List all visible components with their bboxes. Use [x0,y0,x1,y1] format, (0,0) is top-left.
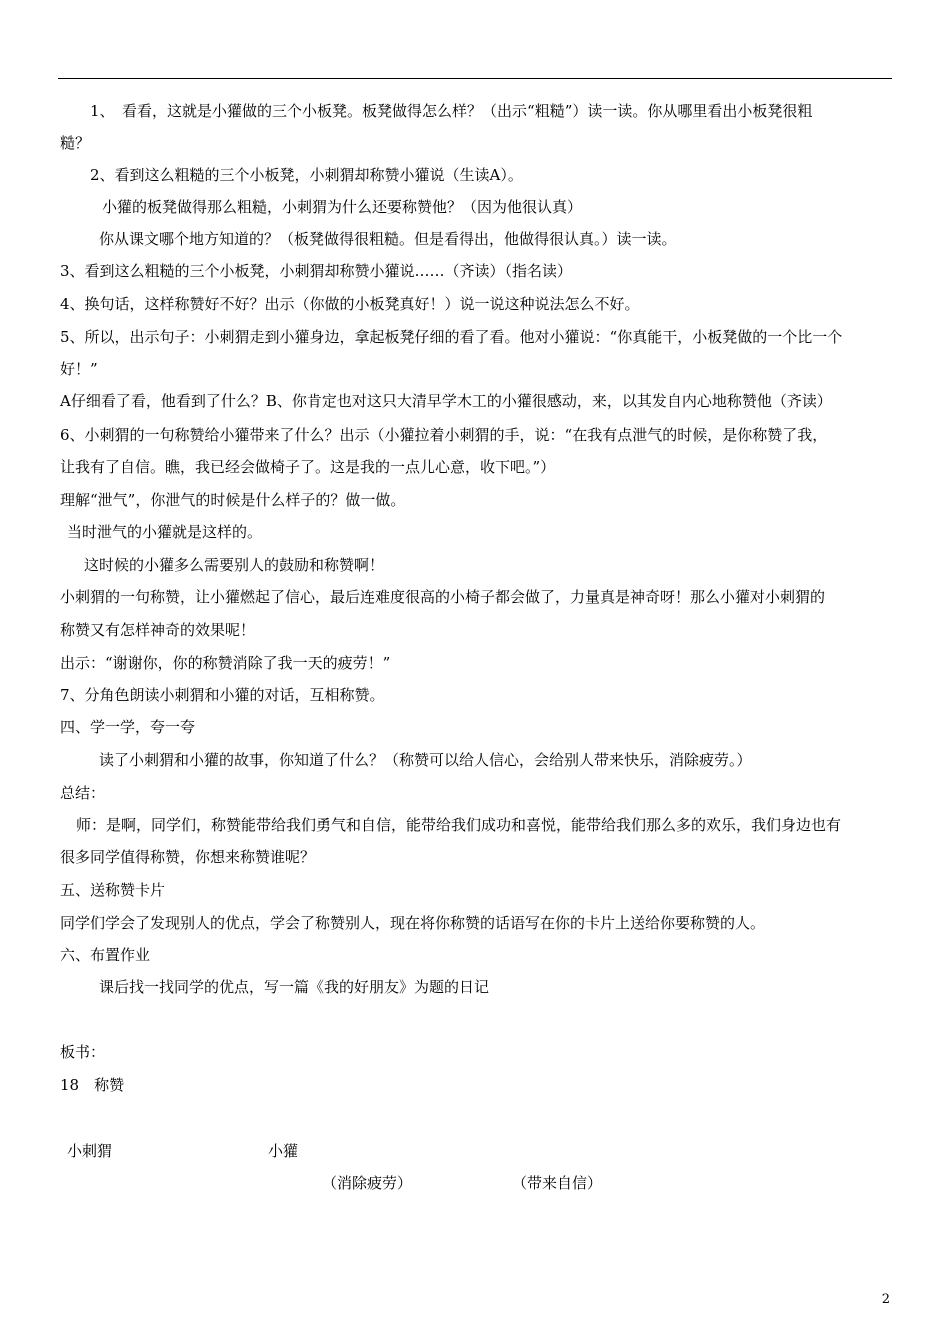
section-heading-4: 四、学一学，夸一夸 [60,718,196,736]
section-heading-6: 六、布置作业 [60,946,151,964]
text-line-8: 5、所以，出示句子：小刺猬走到小獾身边，拿起板凳仔细的看了看。他对小獾说：“你真能干，小板凳做的一个比一个 [60,328,843,346]
text-line-14: 当时泄气的小獾就是这样的。 [67,523,263,541]
text-line-11: 6、小刺猬的一句称赞给小獾带来了什么？出示（小獾拉着小刺猬的手，说：“在我有点泄气的时候，是你称赞了我， [60,426,828,444]
board-relieve-fatigue: （消除疲劳） [322,1174,413,1192]
text-line-12: 让我有了自信。瞧，我已经会做椅子了。这是我的一点儿心意，收下吧。”） [60,458,556,476]
text-line-16: 小刺猬的一句称赞，让小獾燃起了信心，最后连难度很高的小椅子都会做了，力量真是神奇呀！那么小獾对小刺猬的 [60,588,826,606]
text-line-15: 这时候的小獾多么需要别人的鼓励和称赞啊！ [84,556,385,574]
text-line-26: 同学们学会了发现别人的优点，学会了称赞别人，现在将你称赞的话语写在你的卡片上送给你要称赞的人。 [60,914,766,932]
text-line-21: 读了小刺猬和小獾的故事，你知道了什么？（称赞可以给人信心，会给别人带来快乐，消除疲劳。） [99,751,752,769]
text-line-28: 课后找一找同学的优点，写一篇《我的好朋友》为题的日记 [99,978,490,996]
text-line-1: 1、 看看，这就是小獾做的三个小板凳。板凳做得怎么样？（出示“粗糙”）读一读。你从哪里看出小板凳很粗 [90,102,813,120]
board-bring-confidence: （带来自信） [512,1174,603,1192]
text-line-23: 师：是啊，同学们，称赞能带给我们勇气和自信，能带给我们成功和喜悦，能带给我们那么多的欢乐，我们身边也有 [76,816,842,834]
text-line-13: 理解“泄气”，你泄气的时候是什么样子的？做一做。 [60,491,406,509]
summary-label: 总结： [60,784,106,802]
page-number: 2 [881,1292,890,1307]
text-line-10: A仔细看了看，他看到了什么？B、你肯定也对这只大清早学木工的小獾很感动，来，以其发自内心地称赞他（齐读） [60,392,832,410]
board-label: 板书： [60,1043,106,1061]
header-rule [58,78,892,79]
text-line-4: 小獾的板凳做得那么粗糙，小刺猬为什么还要称赞他？（因为他很认真） [102,198,583,216]
text-line-7: 4、换句话，这样称赞好不好？出示（你做的小板凳真好！）说一说这种说法怎么不好。 [60,295,640,313]
text-line-24: 很多同学值得称赞，你想来称赞谁呢？ [60,848,316,866]
text-line-18: 出示：“谢谢你，你的称赞消除了我一天的疲劳！” [60,654,391,672]
board-title: 18 称赞 [60,1076,125,1094]
text-line-2: 糙？ [60,134,91,152]
text-line-17: 称赞又有怎样神奇的效果呢！ [60,621,256,639]
text-line-19: 7、分角色朗读小刺猬和小獾的对话，互相称赞。 [60,686,385,704]
section-heading-5: 五、送称赞卡片 [60,881,166,899]
text-line-3: 2、看到这么粗糙的三个小板凳，小刺猬却称赞小獾说（生读A）。 [90,166,523,184]
text-line-5: 你从课文哪个地方知道的？（板凳做得很粗糙。但是看得出，他做得很认真。）读一读。 [99,230,677,248]
text-line-6: 3、看到这么粗糙的三个小板凳，小刺猬却称赞小獾说……（齐读）（指名读） [60,262,573,280]
board-hedgehog: 小刺猬 [67,1142,113,1160]
text-line-9: 好！” [60,360,98,378]
board-badger: 小獾 [268,1142,299,1160]
